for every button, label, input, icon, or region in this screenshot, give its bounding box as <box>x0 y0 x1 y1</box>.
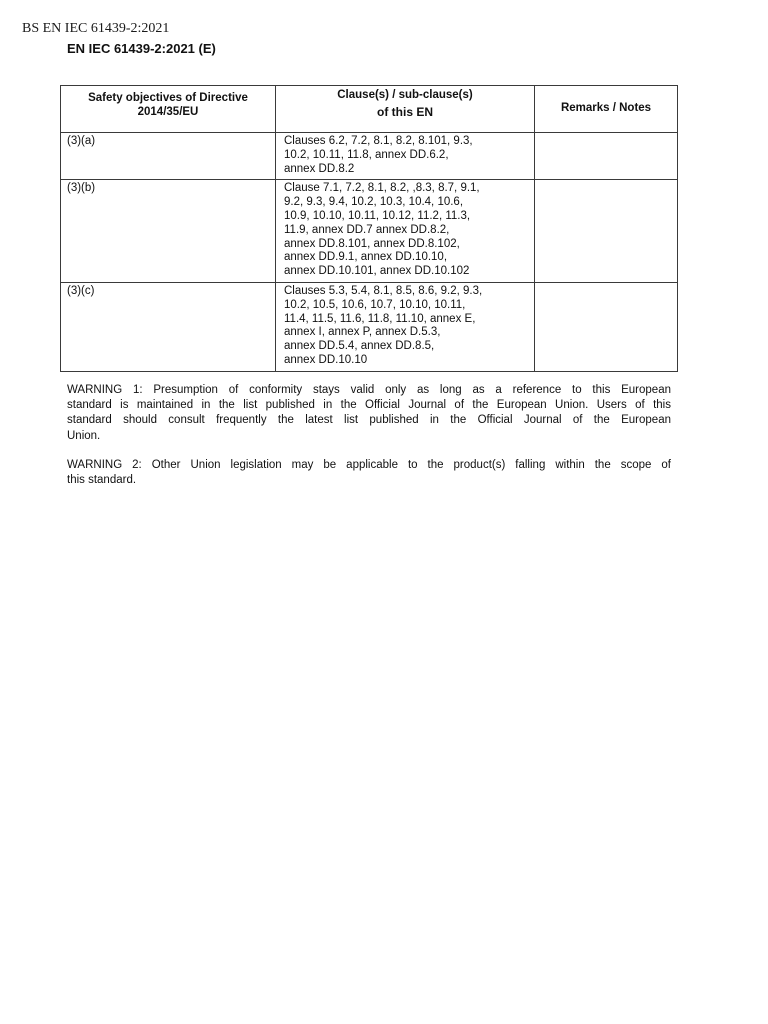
warning-2-paragraph <box>67 458 671 488</box>
warning-2-line: this standard. <box>67 474 137 487</box>
table-header-row <box>61 86 678 133</box>
clause-line: 10.9, 10.10, 10.11, 10.12, 11.2, 11.3, <box>284 209 471 222</box>
clause-line: annex DD.10.10 <box>284 353 368 366</box>
table-row-3a <box>61 133 678 180</box>
clause-line: 11.4, 11.5, 11.6, 11.8, 11.10, annex E, <box>284 312 476 325</box>
objective-cell: (3)(a) <box>61 133 276 180</box>
warning-1-line: standard is maintained in the list published in the Official Journal of the European Union. Users of this <box>67 399 671 412</box>
column-header-clauses-line2: of this EN <box>377 104 433 119</box>
clause-line: Clauses 6.2, 7.2, 8.1, 8.2, 8.101, 9.3, <box>284 135 473 147</box>
column-header-objectives-line1: Safety objectives of Directive <box>88 92 248 104</box>
clause-line: annex I, annex P, annex D.5.3, <box>284 326 441 339</box>
table-row-3c <box>61 282 678 371</box>
warning-1-line: WARNING 1: Presumption of conformity stays valid only as long as a reference to this European <box>67 384 671 396</box>
clause-line: 10.2, 10.5, 10.6, 10.7, 10.10, 10.11, <box>284 298 466 311</box>
clause-line: Clauses 5.3, 5.4, 8.1, 8.5, 8.6, 9.2, 9.3, <box>284 284 483 297</box>
clauses-cell <box>276 133 535 180</box>
objective-cell: (3)(b) <box>61 180 276 283</box>
clause-line: 10.2, 10.11, 11.8, annex DD.6.2, <box>284 148 449 161</box>
column-header-safety-objectives <box>61 86 276 133</box>
column-header-objectives-line2: 2014/35/EU <box>137 105 199 118</box>
warning-1-line: Union. <box>67 429 101 442</box>
column-header-clauses <box>276 86 535 133</box>
document-reference: EN IEC 61439-2:2021 (E) <box>67 41 216 56</box>
objective-cell: (3)(c) <box>61 282 276 371</box>
clause-line: annex DD.5.4, annex DD.8.5, <box>284 340 435 353</box>
clauses-cell <box>276 282 535 371</box>
clause-line: 9.2, 9.3, 9.4, 10.2, 10.3, 10.4, 10.6, <box>284 196 464 209</box>
table-row-3b <box>61 180 678 283</box>
clause-line: 11.9, annex DD.7 annex DD.8.2, <box>284 223 450 236</box>
column-header-clauses-line1: Clause(s) / sub-clause(s) <box>337 89 473 101</box>
clause-line: annex DD.9.1, annex DD.10.10, <box>284 251 448 264</box>
clause-line: Clause 7.1, 7.2, 8.1, 8.2, ,8.3, 8.7, 9.1, <box>284 182 480 195</box>
warning-1-paragraph <box>67 383 671 444</box>
remarks-cell <box>535 180 678 283</box>
remarks-cell <box>535 282 678 371</box>
safety-objectives-table <box>60 85 678 372</box>
remarks-cell <box>535 133 678 180</box>
clause-line: annex DD.10.101, annex DD.10.102 <box>284 265 470 278</box>
clause-line: annex DD.8.2 <box>284 162 355 175</box>
standard-id-header: BS EN IEC 61439-2:2021 <box>22 21 170 36</box>
column-header-remarks: Remarks / Notes <box>535 86 678 133</box>
clause-line: annex DD.8.101, annex DD.8.102, <box>284 237 460 250</box>
clauses-cell <box>276 180 535 283</box>
warning-1-line: standard should consult frequently the latest list published in the Official Journal of the European <box>67 414 671 427</box>
warning-2-line: WARNING 2: Other Union legislation may be applicable to the product(s) falling within the scope of <box>67 459 671 471</box>
